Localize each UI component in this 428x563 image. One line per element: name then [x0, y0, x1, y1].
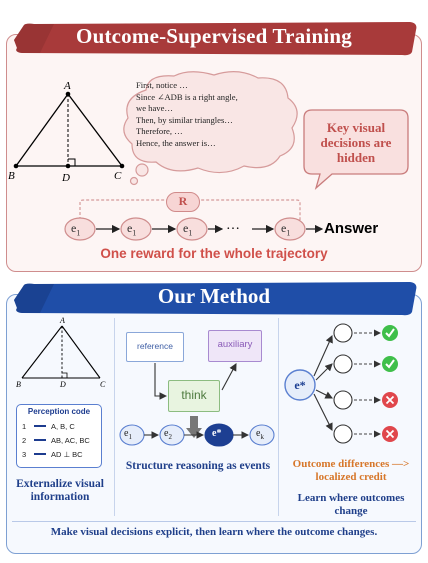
- column-divider: [278, 318, 279, 516]
- credit-caption: Outcome differences —> localized credit: [292, 458, 410, 483]
- point-label-d: D: [62, 172, 70, 184]
- externalize-caption: Externalize visual information: [16, 478, 104, 503]
- event-chain: [116, 420, 278, 450]
- trajectory-node: $e_1$: [281, 221, 291, 238]
- auxiliary-label: auxiliary: [217, 339, 253, 350]
- speech-text: Key visual decisions are hidden: [320, 120, 392, 165]
- point-label-c: C: [114, 170, 122, 182]
- point-label-b: B: [8, 170, 15, 182]
- point-label-d: D: [60, 380, 66, 389]
- event-node: $e_2$: [164, 428, 172, 441]
- point-label-b: B: [16, 380, 21, 389]
- reward-label: R: [178, 194, 188, 208]
- thought-line: First, notice …: [136, 80, 188, 90]
- triangle-diagram-top: [6, 80, 136, 180]
- event-node: $e_k$: [256, 428, 264, 441]
- event-node-key: e*: [212, 428, 222, 439]
- wrong-icon: [380, 426, 400, 444]
- reference-label: reference: [137, 341, 173, 351]
- thought-line: Hence, the answer is…: [136, 137, 216, 148]
- thought-text-block: [136, 80, 296, 150]
- method-summary: Make visual decisions explicit, then learn where the outcome changes.: [50, 526, 378, 538]
- thought-line: Then, by similar triangles…: [136, 114, 233, 125]
- correct-icon: [380, 326, 400, 344]
- point-label-a: A: [60, 316, 65, 325]
- thought-line: Therefore, …: [136, 126, 183, 137]
- perception-code-title: Perception code: [27, 407, 91, 416]
- bottom-title: Our Method: [157, 284, 271, 308]
- trajectory-node: $e_1$: [127, 221, 137, 238]
- reward-caption: One reward for the whole trajectory: [100, 246, 328, 261]
- perception-row: 2 AB, AC, BC: [22, 436, 90, 445]
- event-node: $e_1$: [124, 428, 132, 441]
- top-title: Outcome-Supervised Training: [76, 24, 352, 48]
- perception-row: 1 A, B, C: [22, 422, 75, 431]
- thought-line: we have…: [136, 103, 173, 114]
- perception-row: 3 AD ⊥ BC: [22, 450, 83, 459]
- root-event-label: e*: [294, 378, 306, 392]
- point-label-a: A: [64, 80, 71, 92]
- answer-label: Answer: [324, 220, 379, 237]
- point-label-c: C: [100, 380, 106, 389]
- wrong-icon: [380, 392, 400, 410]
- thought-line: Since ∠ADB is a right angle,: [136, 91, 238, 102]
- structure-caption: Structure reasoning as events: [125, 460, 271, 472]
- where-caption: Learn where outcomes change: [297, 492, 405, 517]
- trajectory-ellipsis: …: [226, 218, 240, 233]
- trajectory-node: $e_1$: [183, 221, 193, 238]
- trajectory-node: $e_1$: [71, 221, 81, 238]
- footer-divider: [12, 521, 416, 522]
- think-label: think: [181, 388, 207, 402]
- correct-icon: [380, 357, 400, 375]
- column-divider: [114, 318, 115, 516]
